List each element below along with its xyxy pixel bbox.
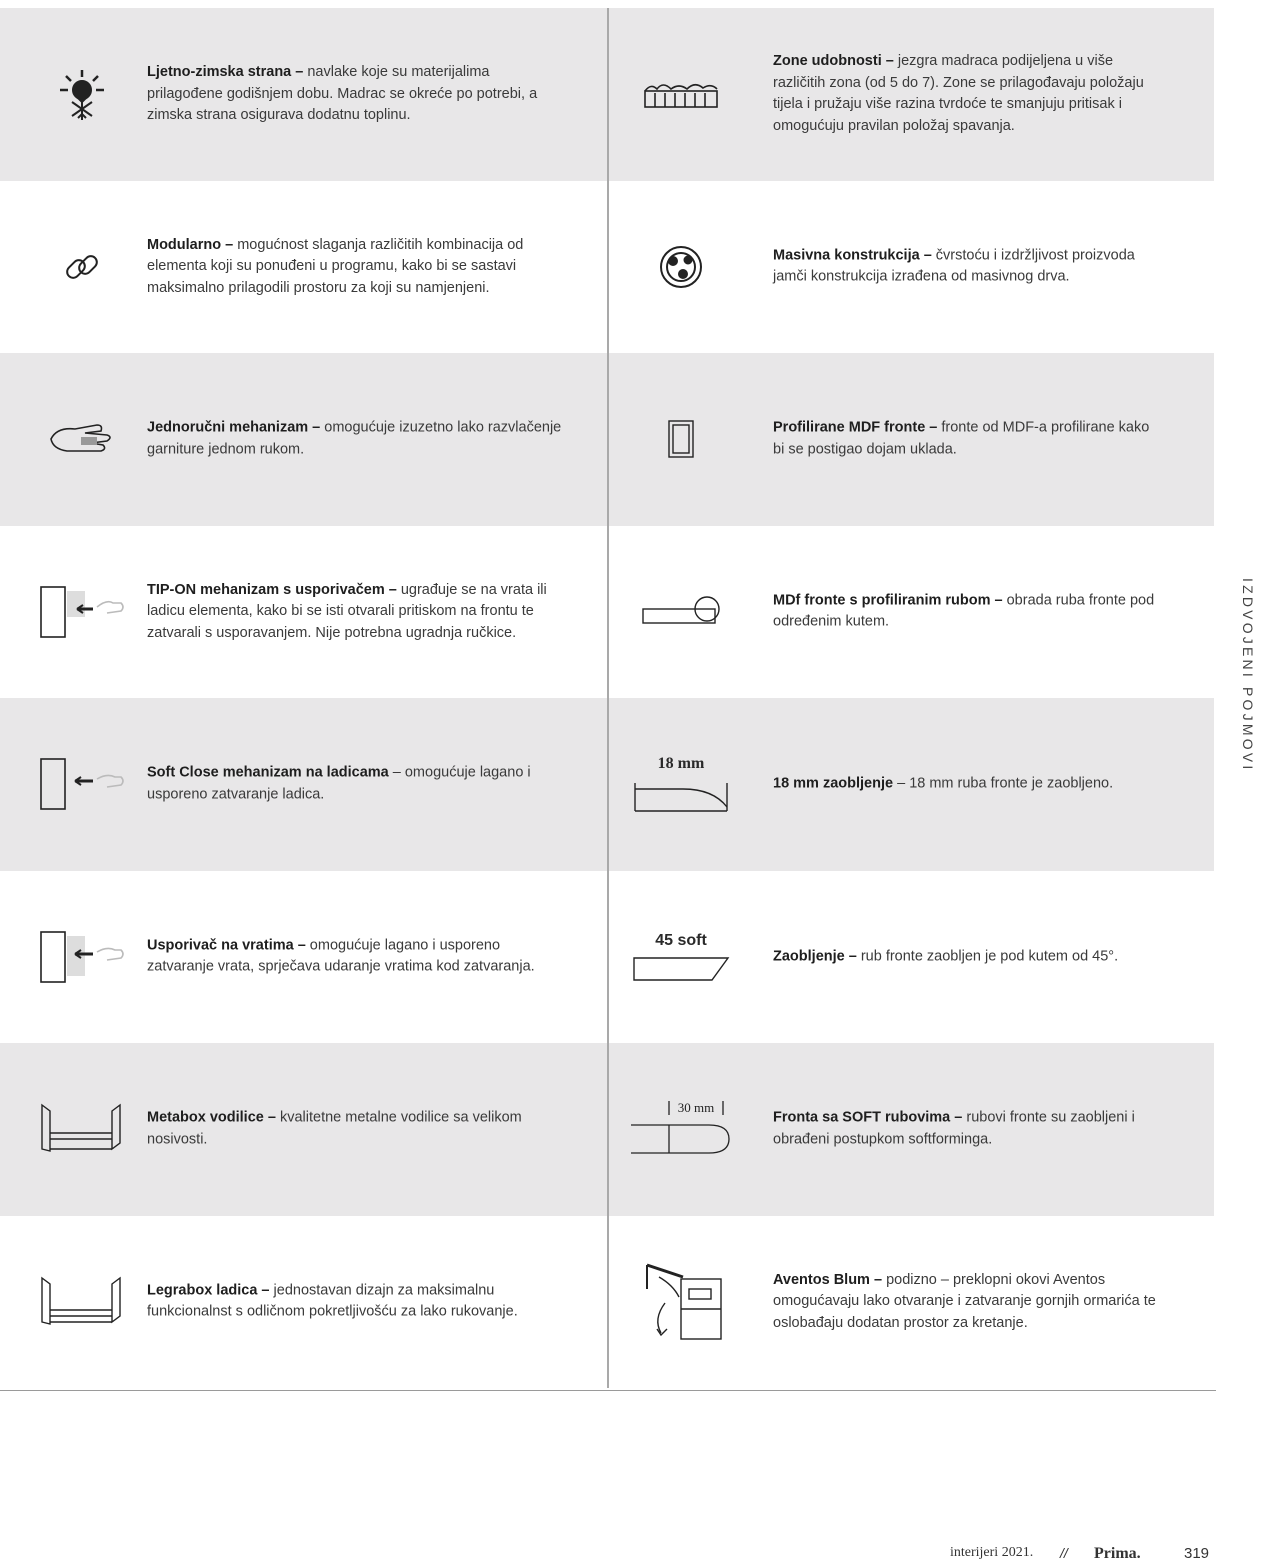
feature-cell <box>607 8 1214 181</box>
mdf-front-icon <box>631 399 731 479</box>
hand-mechanism-icon <box>32 399 132 479</box>
feature-cell <box>0 698 607 871</box>
feature-grid <box>0 8 1214 1388</box>
soft-close-icon <box>32 744 132 824</box>
feature-text <box>147 580 567 645</box>
feature-title: Usporivač na vratima – <box>147 937 306 954</box>
feature-cell <box>607 181 1214 354</box>
feature-text <box>773 51 1164 137</box>
feature-title: Masivna konstrukcija – <box>773 247 932 264</box>
feature-row <box>0 181 1214 354</box>
feature-row <box>0 353 1214 526</box>
feature-title: Zone udobnosti – <box>773 53 894 70</box>
feature-title: Fronta sa SOFT rubovima – <box>773 1109 963 1126</box>
feature-desc: fronte od MDF-a profilirane kako bi se postigao dojam uklada. <box>773 419 1150 458</box>
feature-cell <box>607 1216 1214 1389</box>
legrabox-drawer-icon <box>32 1262 132 1342</box>
solid-wood-icon <box>631 227 731 307</box>
feature-text <box>147 235 567 300</box>
feature-row <box>0 871 1214 1044</box>
feature-text <box>147 1280 567 1323</box>
feature-text <box>147 763 567 806</box>
footer-separator: // <box>1060 1545 1068 1561</box>
feature-cell <box>0 871 607 1044</box>
feature-cell <box>607 526 1214 699</box>
feature-desc: – 18 mm ruba fronte je zaobljeno. <box>893 775 1114 792</box>
feature-title: 18 mm zaobljenje <box>773 775 894 792</box>
feature-title: Zaobljenje – <box>773 948 857 964</box>
soft-45-label: 45 soft <box>655 931 707 949</box>
feature-cell <box>0 1216 607 1389</box>
tip-on-icon <box>32 572 132 652</box>
feature-desc: omogućuje lagano i usporeno zatvaranje vrata, sprječava udaranje vratima kod zatvaranja. <box>147 937 535 975</box>
feature-title: Modularno – <box>147 236 234 253</box>
feature-desc: čvrstoću i izdržljivost proizvoda jamči konstrukcija izrađena od masivnog drva. <box>773 247 1135 285</box>
feature-title: Metabox vodilice – <box>147 1109 276 1126</box>
feature-title: Soft Close mehanizam na ladicama <box>147 764 389 781</box>
feature-desc: mogućnost slaganja različitih kombinacija od elementa koji su ponuđeni u programu, kako bi se sastavi maksimalno prilagodili prostoru za koji su namjenjeni. <box>147 236 524 296</box>
feature-desc: jezgra madraca podijeljena u više različitih zona (od 5 do 7). Zone se prilagođavaju položaju tijela i pružaju više razina tvrdoće te smanjuju pritisak i omogućuju pravilan položaj spavanja. <box>773 53 1144 134</box>
soft-edge-30mm-label: 30 mm <box>677 1100 715 1116</box>
feature-title: Legrabox ladica – <box>147 1282 270 1299</box>
feature-row <box>0 526 1214 699</box>
snowflake-sun-icon <box>32 54 132 134</box>
rounded-18mm-icon <box>631 744 731 824</box>
feature-desc: ugrađuje se na vrata ili ladicu elementa, kako bi se isti otvarali pritiskom na frontu te zatvarali s usporavanjem. Nije potrebna ugradnja ručkice. <box>147 581 547 641</box>
soft-45-icon <box>631 917 731 997</box>
feature-cell <box>607 698 1214 871</box>
feature-desc: navlake koje su materijalima prilagođene godišnjem dobu. Madrac se okreće po potrebi, a zimska strana osigurava dodatnu toplinu. <box>147 64 538 123</box>
door-damper-icon <box>32 917 132 997</box>
feature-text <box>773 1108 1164 1151</box>
feature-text <box>147 935 567 978</box>
feature-desc: rubovi fronte su zaobljeni i obrađeni postupkom softforminga. <box>773 1109 1135 1148</box>
feature-text <box>147 62 567 127</box>
feature-desc: omogućuje izuzetno lako razvlačenje garniture jednom rukom. <box>147 419 562 458</box>
feature-cell <box>607 1043 1214 1216</box>
feature-title: MDf fronte s profiliranim rubom – <box>773 592 1003 609</box>
side-label-text: IZDVOJENI POJMOVI <box>1239 578 1256 773</box>
feature-desc: jednostavan dizajn za maksimalnu funkcionalnst s odličnom pokretljivošću za lako rukovanje. <box>147 1282 518 1320</box>
aventos-lift-icon <box>631 1262 731 1342</box>
feature-cell <box>0 181 607 354</box>
feature-desc: rub fronte zaobljen je pod kutem od 45°. <box>856 948 1119 964</box>
feature-row <box>0 1043 1214 1216</box>
metabox-drawer-icon <box>32 1089 132 1169</box>
rounded-18mm-label: 18 mm <box>657 755 705 773</box>
feature-text <box>773 1270 1164 1335</box>
feature-cell <box>0 8 607 181</box>
feature-row <box>0 698 1214 871</box>
feature-desc: kvalitetne metalne vodilice sa velikom nosivosti. <box>147 1109 522 1148</box>
feature-desc: podizno – preklopni okovi Aventos omogućavaju lako otvaranje i zatvaranje gornjih ormarića te oslobađaju dodatan prostor za kretanje. <box>773 1271 1156 1331</box>
profiled-edge-icon <box>631 572 731 652</box>
feature-cell <box>607 871 1214 1044</box>
feature-text <box>773 946 1164 968</box>
feature-title: Aventos Blum – <box>773 1271 883 1288</box>
feature-desc: – omogućuje lagano i usporeno zatvaranje ladica. <box>147 764 531 803</box>
divider <box>0 1390 1216 1391</box>
feature-text <box>773 774 1164 796</box>
feature-title: Jednoručni mehanizam – <box>147 419 321 436</box>
soft-edge-30mm-icon <box>631 1089 731 1169</box>
chain-link-icon <box>32 227 132 307</box>
brand-name: Prima. <box>1094 1545 1141 1562</box>
feature-text <box>147 1108 567 1151</box>
magazine-name: interijeri 2021. <box>950 1545 1034 1560</box>
feature-cell <box>0 526 607 699</box>
feature-text <box>773 418 1164 461</box>
feature-row <box>0 1216 1214 1389</box>
feature-desc: obrada ruba fronte pod određenim kutem. <box>773 592 1155 630</box>
feature-cell <box>0 1043 607 1216</box>
feature-text <box>147 418 567 461</box>
feature-title: Ljetno-zimska strana – <box>147 64 304 80</box>
feature-title: TIP-ON mehanizam s usporivačem – <box>147 581 397 598</box>
feature-cell <box>607 353 1214 526</box>
feature-text <box>773 590 1164 633</box>
feature-text <box>773 245 1164 288</box>
feature-row <box>0 8 1214 181</box>
feature-cell <box>0 353 607 526</box>
side-label <box>1238 578 1256 772</box>
mattress-zones-icon <box>631 54 731 134</box>
page-number: 319 <box>1184 1545 1210 1562</box>
feature-title: Profilirane MDF fronte – <box>773 419 938 436</box>
